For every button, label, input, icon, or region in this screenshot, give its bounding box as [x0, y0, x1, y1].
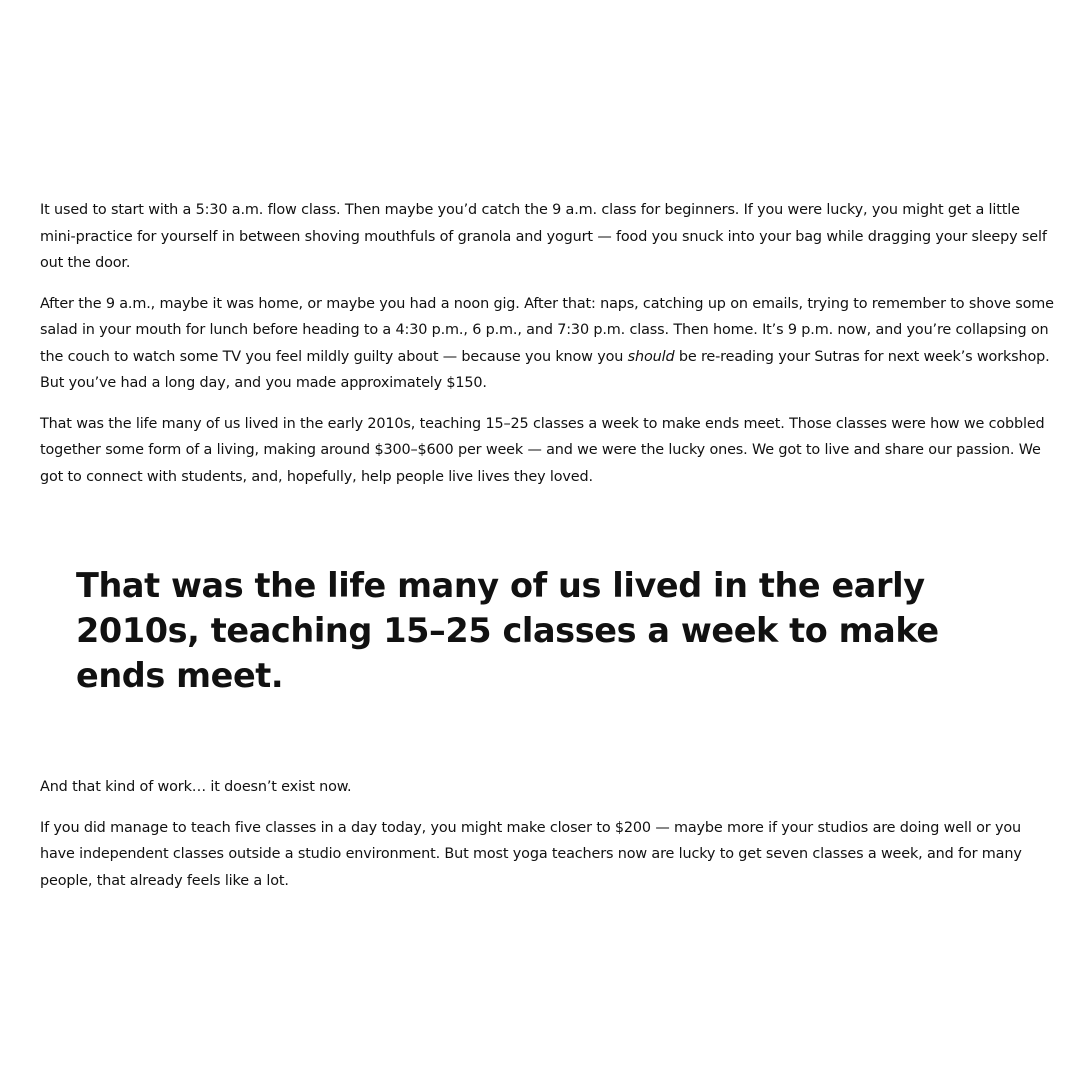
article-body — [40, 197, 1056, 908]
paragraph-work-gone: And that kind of work… it doesn’t exist now. — [40, 779, 352, 795]
paragraph-text: be re-reading your Sutras for next week’s workshop. But you’ve had a long day, and you made approximately $150. — [40, 348, 1050, 391]
paragraph-intro: It used to start with a 5:30 a.m. flow class. Then maybe you’d catch the 9 a.m. class for beginners. If you were lucky, you might get a little mini-practice for yourself in between shoving mouthfuls of granola and yogurt — food you snuck into your bag while dragging your sleepy self out the door. — [40, 202, 1047, 271]
paragraph-text: After the 9 a.m., maybe it was home, or maybe you had a noon gig. After that: naps, catching up on emails, trying to remember to shove some salad in your mouth for lunch before heading to a 4:30 p.m., 6 p.m., and 7:30 p.m. class. Then home. It’s 9 p.m. now, and you’re collapsing on the couch to watch some TV you feel mildly guilty about — because you know you — [40, 295, 1054, 365]
pull-quote: That was the life many of us lived in the early 2010s, teaching 15–25 classes a week to make ends meet. — [76, 566, 939, 695]
emphasis-text: should — [627, 348, 675, 365]
paragraph-early-2010s: That was the life many of us lived in the early 2010s, teaching 15–25 classes a week to make ends meet. Those classes were how we cobbled together some form of a living, making around $300–$600 per week — and we were the lucky ones. We got to live and share our passion. We got to connect with students, and, hopefully, help people live lives they loved. — [40, 415, 1045, 485]
paragraph-daily-schedule — [40, 291, 1056, 397]
paragraph-today: If you did manage to teach five classes in a day today, you might make closer to $200 — maybe more if your studios are doing well or you have independent classes outside a studio environment. But most yoga teachers now are lucky to get seven classes a week, and for many people, that already feels like a lot. — [40, 819, 1022, 889]
